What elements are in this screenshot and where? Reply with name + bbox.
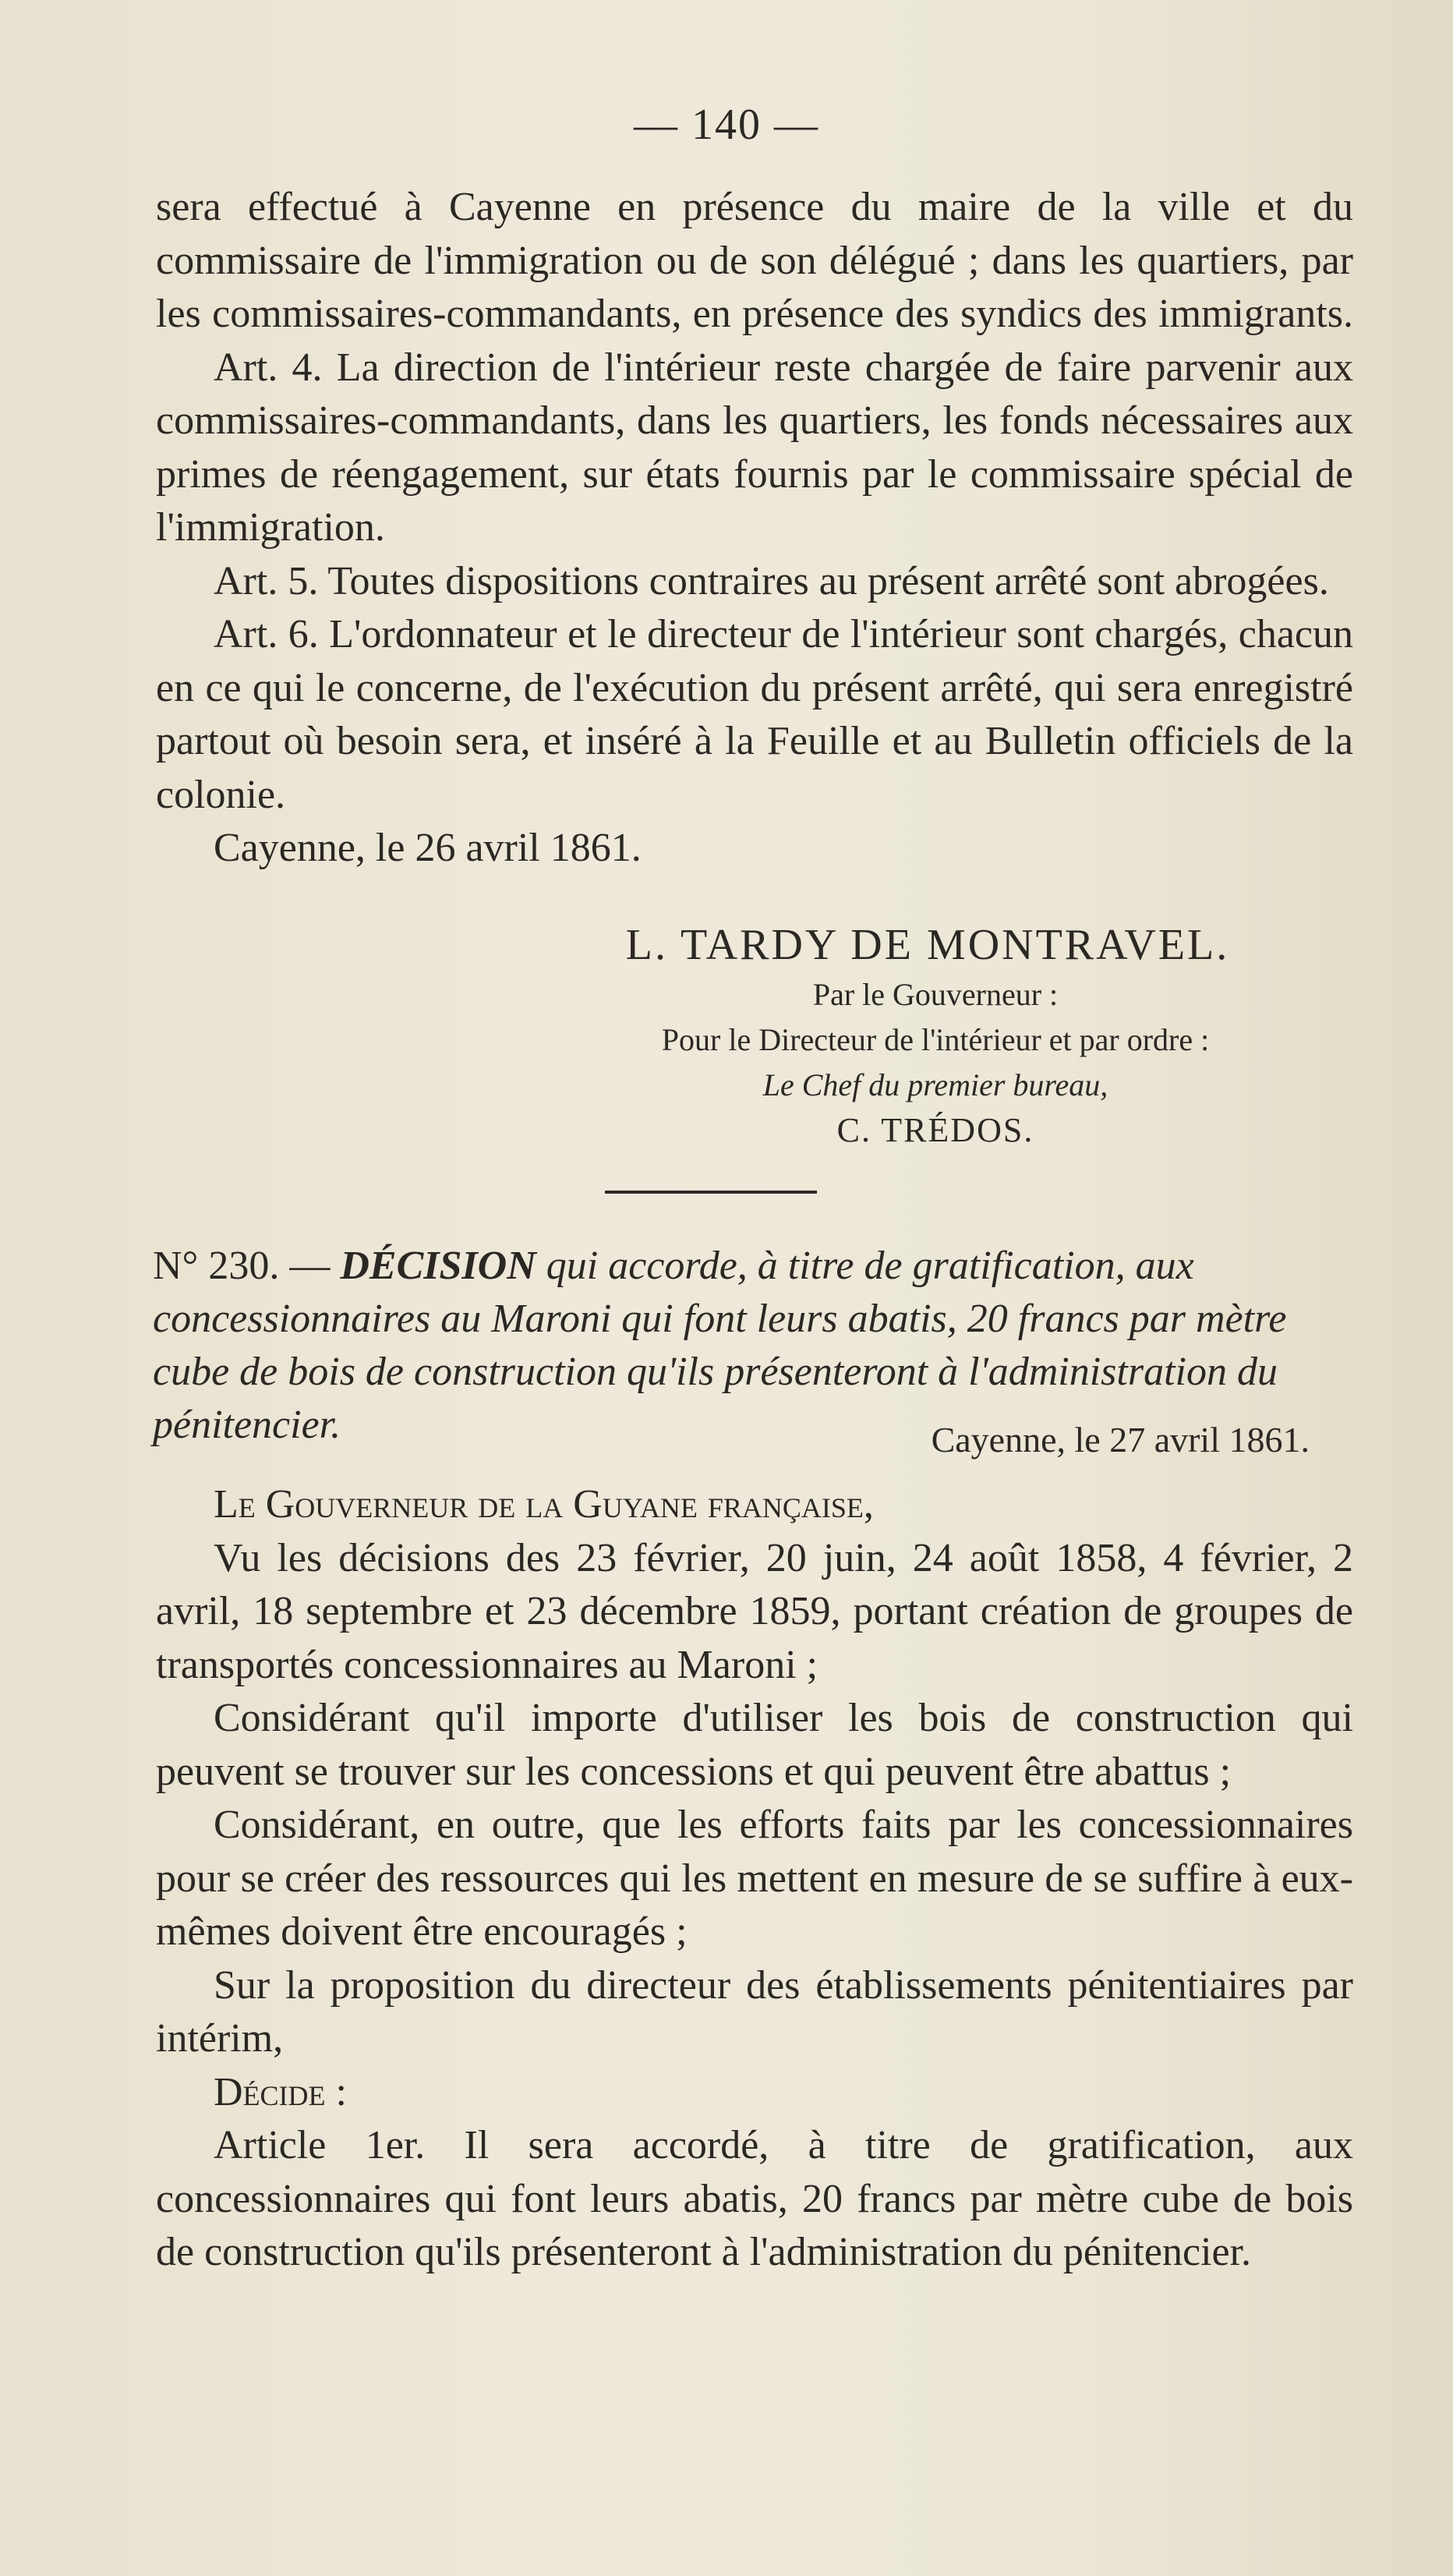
signature-line-3: Le Chef du premier bureau, [762, 1067, 1108, 1102]
decision-title: qui accorde, à titre de gratification, aux concessionnaires au Maroni qui font leurs abatis, 20 francs par mètre cube de bois de construction qu'ils présenteront à l'administration du pénitencier. [153, 1244, 1287, 1447]
paragraph-vu: Vu les décisions des 23 février, 20 juin, 24 août 1858, 4 février, 2 avril, 18 septembre et 23 décembre 1859, portant création de groupes de transportés concessionnaires au Maroni ; [156, 1535, 1353, 1687]
paragraph-considerant-2: Considérant, en outre, que les efforts faits par les concessionnaires pour se créer des ressources qui les mettent en mesure de se suffire à eux-mêmes doivent être encouragés ; [156, 1803, 1353, 1954]
signature-line-4: C. TRÉDOS. [836, 1111, 1034, 1149]
decision-number: N° 230. — [153, 1244, 331, 1288]
section-divider [605, 1191, 817, 1194]
decision-keyword: DÉCISION [340, 1244, 536, 1288]
body-text-block [156, 1478, 1353, 2280]
top-text-block [156, 181, 1353, 876]
paragraph-considerant-1: Considérant qu'il importe d'utiliser les bois de construction qui peuvent se trouver sur les concessions et qui peuvent être abattus ; [156, 1696, 1353, 1794]
page-number: — 140 — [634, 101, 819, 149]
paragraph-governor: Le Gouverneur de la Guyane française, [214, 1482, 874, 1527]
paragraph-article-1: Article 1er. Il sera accordé, à titre de gratification, aux concessionnaires qui font leurs abatis, 20 francs par mètre cube de bois de construction qu'ils présenteront à l'administration du pénitencier. [156, 2123, 1353, 2274]
paragraph-article-5: Art. 5. Toutes dispositions contraires au présent arrêté sont abrogées. [214, 558, 1329, 603]
signature-line-1: Par le Gouverneur : [812, 977, 1059, 1012]
decision-date: Cayenne, le 27 avril 1861. [931, 1420, 1310, 1460]
paragraph-proposition: Sur la proposition du directeur des établissements pénitentiaires par intérim, [156, 1962, 1353, 2061]
paragraph-continuation: sera effectué à Cayenne en présence du maire de la ville et du commissaire de l'immigration ou de son délégué ; dans les quartiers, par les commissaires-commandants, en présence des syndics des immigrants. [156, 185, 1353, 336]
paragraph-article-4: Art. 4. La direction de l'intérieur reste chargée de faire parvenir aux commissaires-commandants, dans les quartiers, les fonds nécessaires aux primes de réengagement, sur états fournis par le commissaire spécial de l'immigration. [156, 345, 1353, 550]
paragraph-article-6: Art. 6. L'ordonnateur et le directeur de l'intérieur sont chargés, chacun en ce qui le concerne, de l'exécution du présent arrêté, qui sera enregistré partout où besoin sera, et inséré à la Feuille et au Bulletin officiels de la colonie. [156, 612, 1353, 817]
paragraph-decide: Décide : [214, 2069, 347, 2114]
signature-name: L. TARDY DE MONTRAVEL. [625, 921, 1230, 969]
signature-line-2: Pour le Directeur de l'intérieur et par ordre : [661, 1022, 1210, 1057]
paragraph-date-place: Cayenne, le 26 avril 1861. [214, 826, 642, 870]
